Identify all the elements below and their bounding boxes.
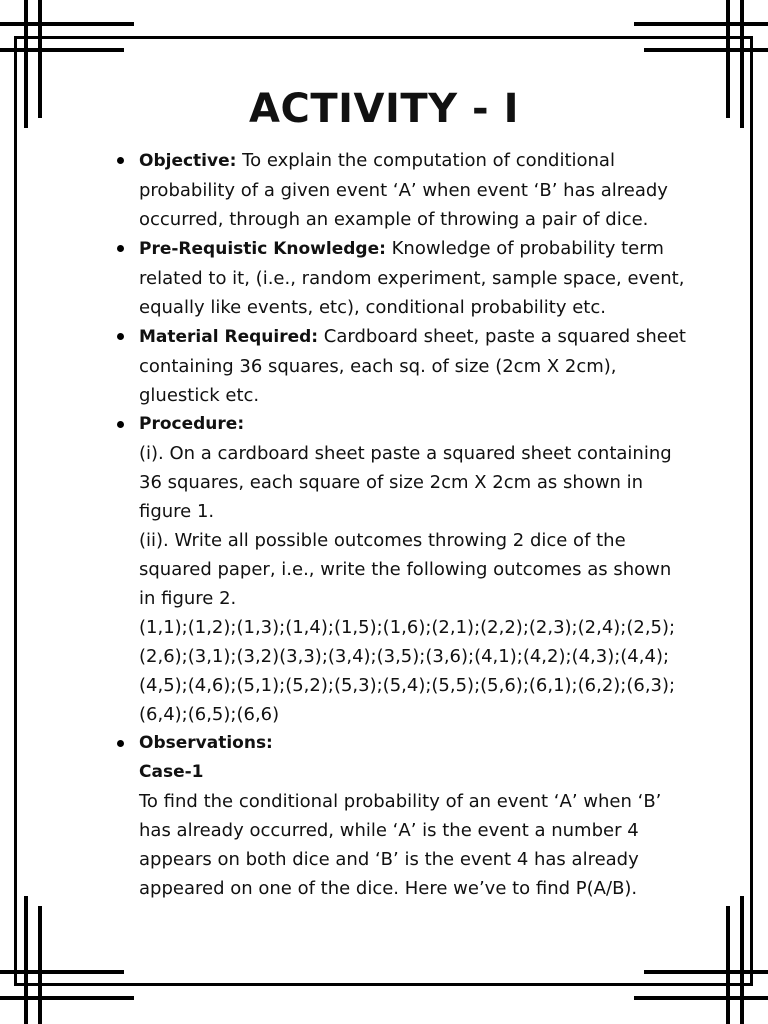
bullet-icon (117, 157, 124, 164)
bullet-icon (117, 245, 124, 252)
bullet-icon (117, 333, 124, 340)
activity-content (139, 146, 684, 903)
border-right (750, 36, 753, 986)
outcomes-line: (6,4);(6,5);(6,6) (139, 704, 280, 725)
procedure-item (139, 410, 684, 729)
procedure-text-line: in figure 2. (139, 588, 237, 609)
outcomes-line: (4,5);(4,6);(5,1);(5,2);(5,3);(5,4);(5,5);(5,6);(6,1);(6,2);(6,3); (139, 675, 676, 696)
prerequisite-label: Pre-Requistic Knowledge: (139, 239, 386, 259)
material-text-line: gluestick etc. (139, 385, 260, 406)
observations-text-line: has already occurred, while ‘A’ is the event a number 4 (139, 820, 639, 841)
procedure-text-line: figure 1. (139, 501, 215, 522)
procedure-text-line: (ii). Write all possible outcomes throwing 2 dice of the (139, 530, 626, 551)
border-left (14, 36, 17, 986)
objective-label: Objective: (139, 151, 237, 171)
material-label: Material Required: (139, 327, 319, 347)
prerequisite-text-line: equally like events, etc), conditional probability etc. (139, 297, 606, 318)
procedure-text-line: squared paper, i.e., write the following outcomes as shown (139, 559, 672, 580)
procedure-text-line: 36 squares, each square of size 2cm X 2cm as shown in (139, 472, 644, 493)
material-text-line: containing 36 squares, each sq. of size (2cm X 2cm), (139, 356, 617, 377)
objective-text-line: To explain the computation of conditional (236, 150, 615, 171)
prerequisite-item (139, 234, 684, 322)
objective-text-line: occurred, through an example of throwing a pair of dice. (139, 209, 649, 230)
bullet-icon (117, 421, 124, 428)
observations-text-line: appeared on one of the dice. Here we’ve to find P(A/B). (139, 878, 638, 899)
outcomes-line: (1,1);(1,2);(1,3);(1,4);(1,5);(1,6);(2,1);(2,2);(2,3);(2,4);(2,5); (139, 617, 676, 638)
observations-item (139, 729, 684, 903)
objective-text-line: probability of a given event ‘A’ when event ‘B’ has already (139, 180, 668, 201)
material-item (139, 322, 684, 410)
bullet-icon (117, 740, 124, 747)
procedure-text-line: (i). On a cardboard sheet paste a squared sheet containing (139, 443, 672, 464)
page-title: ACTIVITY - I (249, 85, 519, 132)
objective-item (139, 146, 684, 234)
observations-text-line: To find the conditional probability of an event ‘A’ when ‘B’ (139, 791, 662, 812)
prerequisite-text-line: Knowledge of probability term (385, 238, 664, 259)
observations-label: Observations: (139, 733, 273, 753)
case-label: Case-1 (139, 762, 204, 782)
border-top (14, 36, 753, 39)
procedure-label: Procedure: (139, 414, 245, 434)
outcomes-line: (2,6);(3,1);(3,2)(3,3);(3,4);(3,5);(3,6);(4,1);(4,2);(4,3);(4,4); (139, 646, 670, 667)
material-text-line: Cardboard sheet, paste a squared sheet (318, 326, 686, 347)
border-bottom (14, 983, 753, 986)
observations-text-line: appears on both dice and ‘B’ is the event 4 has already (139, 849, 639, 870)
prerequisite-text-line: related to it, (i.e., random experiment, sample space, event, (139, 268, 685, 289)
